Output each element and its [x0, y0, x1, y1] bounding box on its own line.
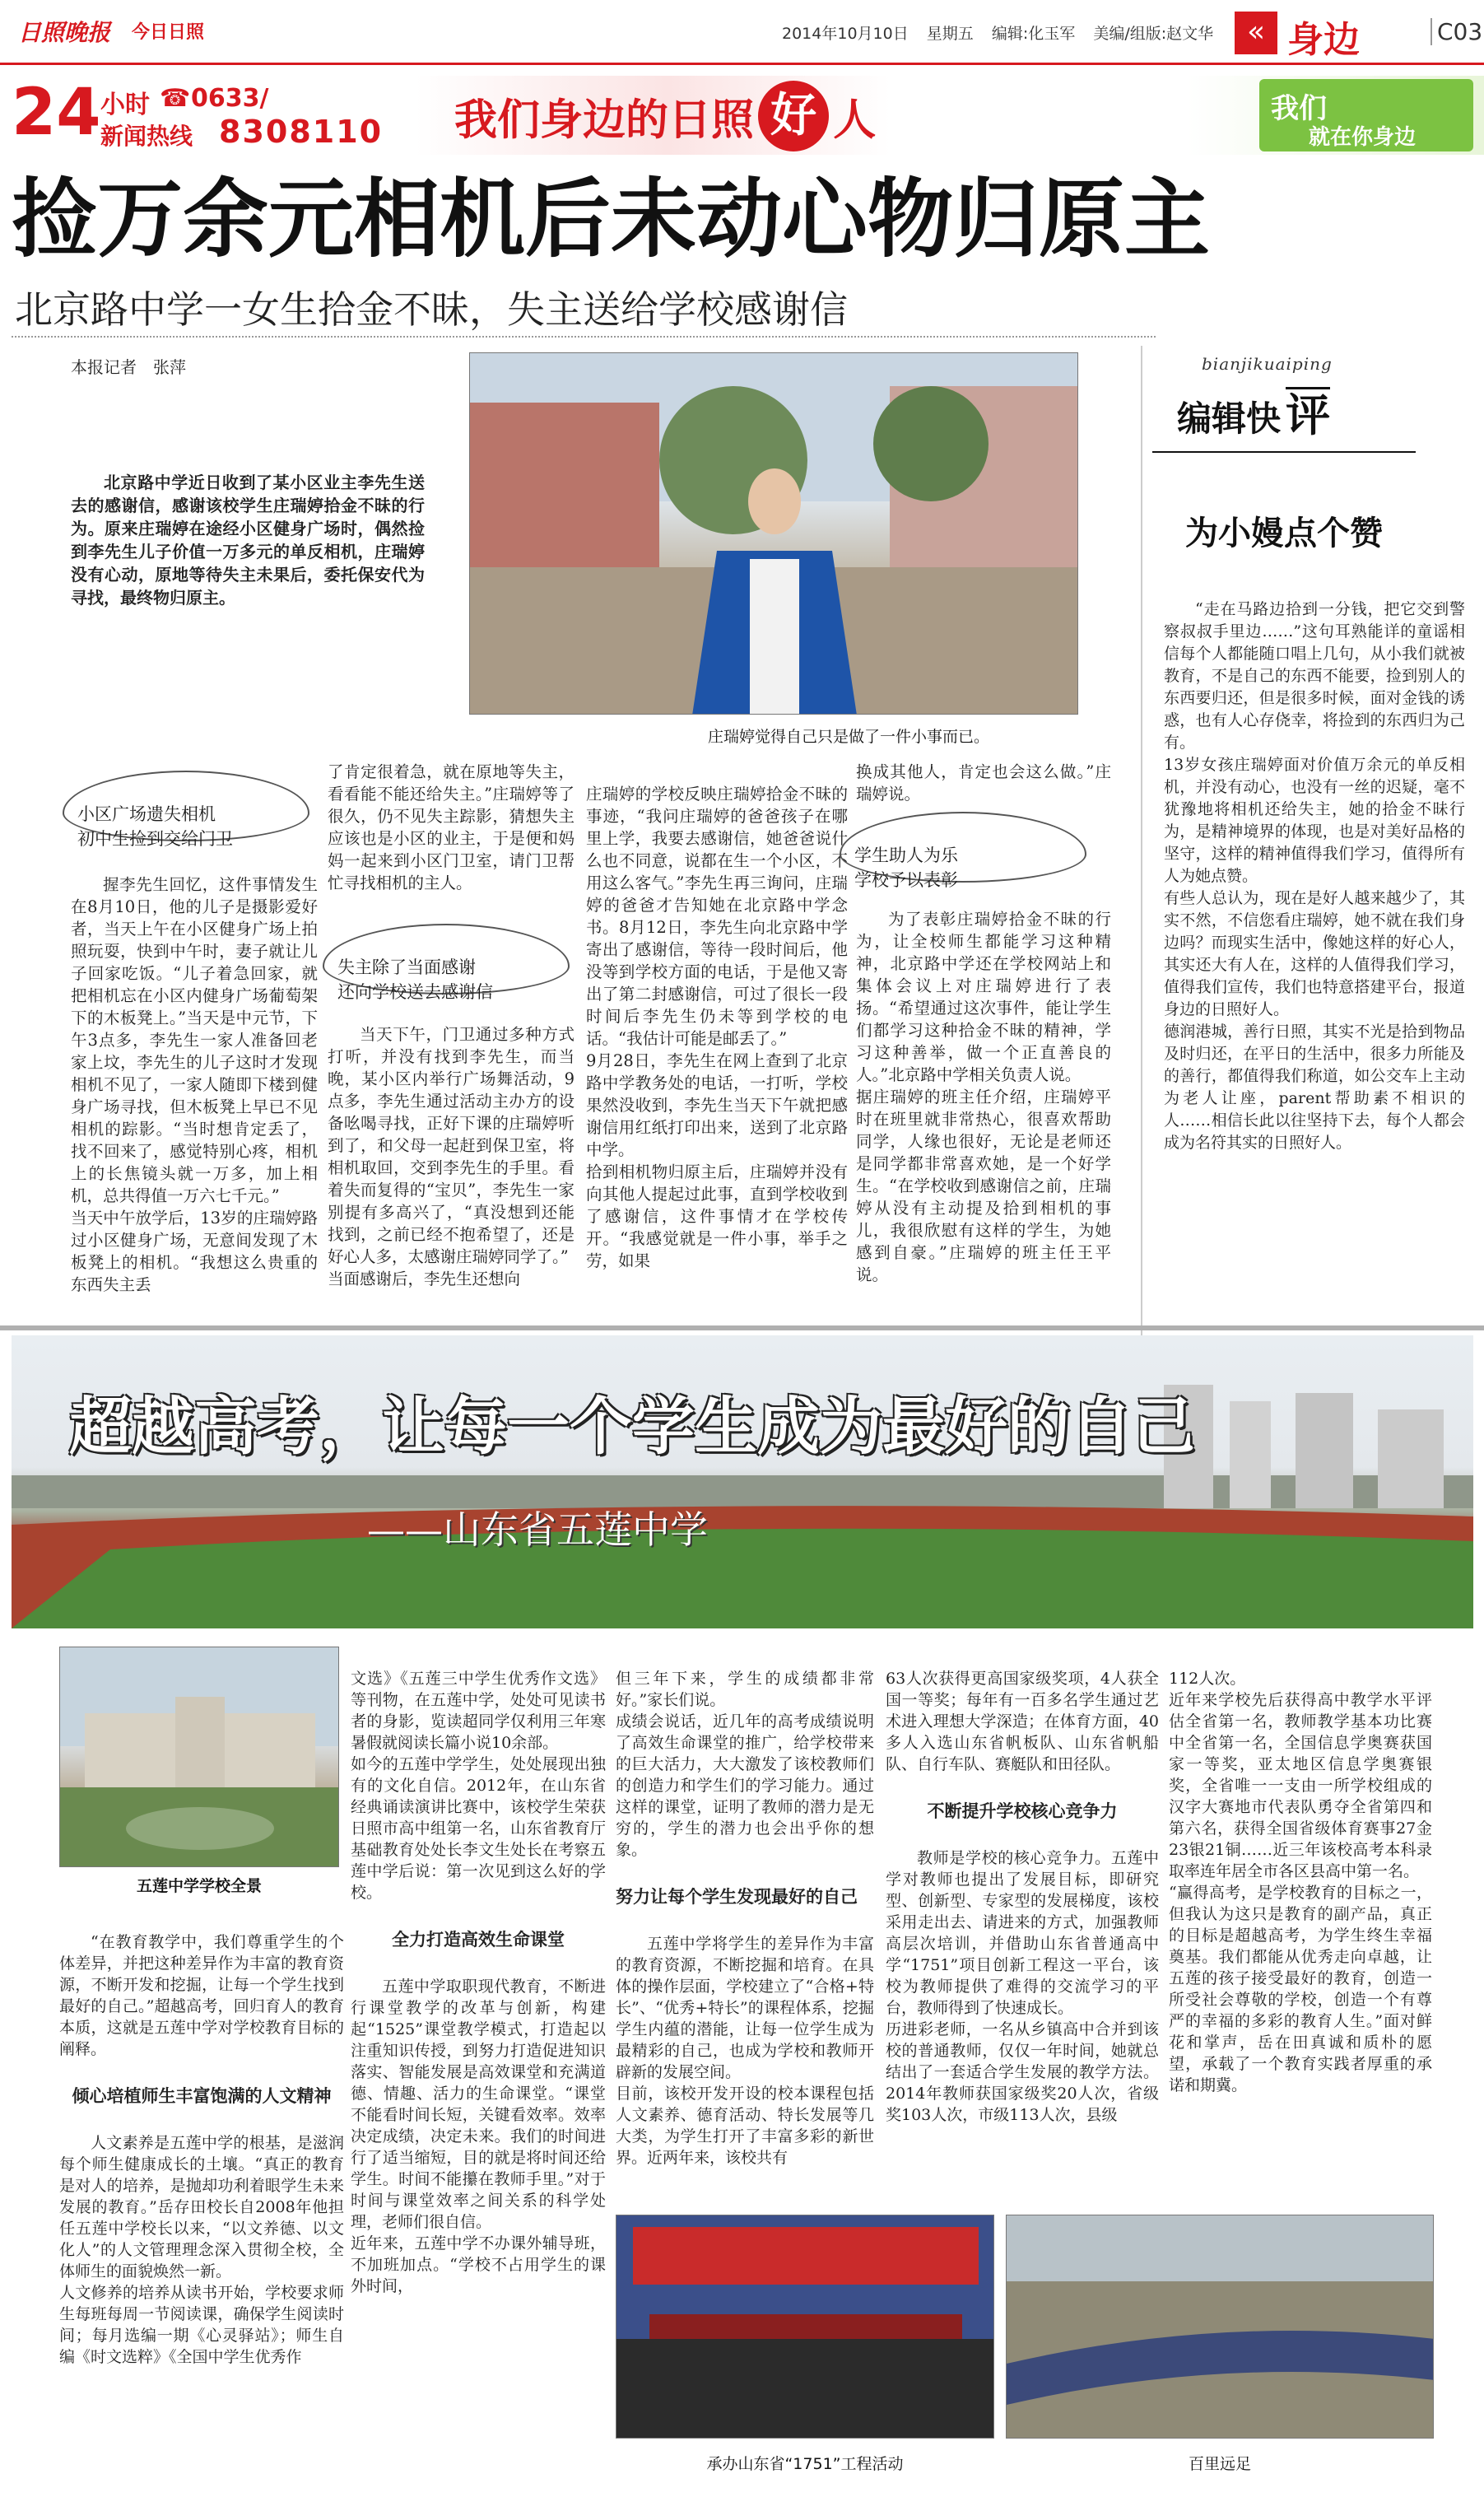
- masthead-logo: 日照晚报: [18, 19, 111, 46]
- article2-c4-heading: 不断提升学校核心竞争力: [927, 1801, 1118, 1821]
- article1-col2-top: [328, 761, 575, 917]
- col2-top-text: 了肯定很着急，就在原地等失主，看看能不能还给失主。”庄瑞婷等了很久，仍不见失主踪影，猜想失主应该也是小区的业主，于是便和妈妈一起来到小区门卫室，请门卫帮忙寻找相机的主人。: [328, 762, 575, 892]
- hike-photo: [1006, 2215, 1434, 2439]
- section-name: 身边: [1287, 19, 1360, 61]
- school-panorama-illustration: [60, 1647, 339, 1867]
- commentary-title: 为小嫚点个赞: [1185, 515, 1383, 552]
- article2-c2-heading: 全力打造高效生命课堂: [392, 1930, 565, 1950]
- article2-subhead: ——山东省五莲中学: [367, 1507, 708, 1552]
- commentary-text: [1164, 576, 1465, 1383]
- article2-c1b-text: 人文素养是五莲中学的根基，是滋润每个师生健康成长的土壤。“真正的教育是对人的培养，是抛却功利着眼学生未来发展的教育。”岳存田校长自2008年他担任五莲中学校长以来，“以文养德、以文化人”的人文管理理念深入贯彻全校，全体师生的面貌焕然一新。 人文修养的培养从读书开始，学校要求师生每班每周一节阅读课，确保学生阅读时间；每月选编一期《心灵驿站》；师生自编《时文选粹》《全国中学生优秀作: [59, 2134, 344, 2366]
- header-rule: [0, 63, 1484, 65]
- col3-text: 庄瑞婷的学校反映庄瑞婷拾金不昧的事迹，“我问庄瑞婷的爸爸孩子在哪里上学，我要去感谢信，她爸爸说什么也不同意，说都在生一个小区，不用这么客气。”李先生再三询问，庄瑞婷的爸爸才告知她在北京路中学念书。8月12日，李先生向北京路中学寄出了感谢信，等待一段时间后，他没等到学校方面的电话，于是他又寄出了第二封感谢信，可过了很长一段时间后李先生仍未等到学校的电话。“我估计可能是邮丢了。” 9月28日，李先生在网上查到了北京路中学教务处的电话，一打听，学校果然没收到，李先生当天下午就把感谢信用红纸打印出来，送到了北京路中学。 拾到相机物归原主后，庄瑞婷并没有向其他人提起过此事，直到学校收到了感谢信，这件事情才在学校传开。“我感觉就是一件小事，举手之劳，如果: [586, 785, 848, 1270]
- student-photo: [469, 352, 1078, 715]
- commentary-label: [1177, 380, 1330, 444]
- article2-c2-text: 文选》《五莲三中学生优秀作文选》等刊物，在五莲中学，处处可见读书者的身影，览读超同学仅利用三年寒暑假就阅读长篇小说10余部。 如今的五莲中学学生，处处展现出独有的文化自信。2012年，在山东省经典诵读演讲比赛中，该校学生荣获日照市高中组第一名，山东省教育厅基础教育处处长李文生处长在考察五莲中学后说：第一次见到这么好的学校。: [351, 1670, 606, 1902]
- commentary-box: [1152, 346, 1477, 1391]
- subhead-bubble-3: [840, 812, 1086, 890]
- student-photo-caption: 庄瑞婷觉得自己只是做了一件小事而已。: [708, 728, 990, 746]
- designer-name: 赵文华: [1166, 25, 1214, 43]
- article1-col4-bottom: [856, 886, 1111, 1381]
- article2-c2b-text: 五莲中学取职现代教育，不断进行课堂教学的改革与创新，构建起“1525”课堂教学模式，打造起以注重知识传授，到努力打造促进知识落实、智能发展是高效课堂和充满道德、情趣、活力的生命课堂。“课堂不能看时间长短，关键看效率。效率决定成绩，决定未来。我们的时间进行了适当缩短，目的就是将时间还给学生。时间不能攥在教师手里。”对于时间与课堂效率之间关系的科学处理，老师们很自信。 近年来，五莲中学不办课外辅导班，不加班加点。“学校不占用学生的课外时间，: [351, 1978, 606, 2295]
- phone-number: 8308110: [219, 114, 384, 150]
- hotline-label: 新闻热线: [100, 123, 193, 150]
- school-panorama-photo: [59, 1647, 339, 1867]
- subhead-bubble-2: [323, 924, 570, 1002]
- article2-c1-text: “在教育教学中，我们尊重学生的个体差异，并把这种差异作为丰富的教育资源，不断开发和挖掘，让每一个学生找到最好的自己。”超越高考，回归育人的教育本质，这就是五莲中学对学校教育目标的阐释。: [59, 1933, 344, 2058]
- article2-c5-text: 112人次。 近年来学校先后获得高中教学水平评估全省第一名，教师教学基本功比赛中全省第一名，全国信息学奥赛获国家一等奖，亚太地区信息学奥赛银奖，全省唯一一支由一所学校组成的汉字大赛地市代表队勇夺全省第四和第六名，获得全国省级体育赛事27金23银21铜……近三年该校高考本科录取率连年居全市各区县高中第一名。 “赢得高考，是学校教育的目标之一，但我认为这只是教育的副产品，真正的目标是超越高考，为学生终生幸福奠基。我们都能从优秀走向卓越，让五莲的孩子接受最好的教育，创造一所受社会尊敬的学校，创造一个有尊严的幸福的多彩的教育人生。”面对鲜花和掌声，岳在田真诚和质朴的愿望，承载了一个教育实践者厚重的承诺和期冀。: [1169, 1670, 1432, 2094]
- area-code: 0633/: [191, 84, 269, 113]
- event-photo: [616, 2215, 994, 2439]
- subhead-1-text: 小区广场遗失相机 初中生捡到交给门卫: [77, 804, 233, 849]
- event-photo-illustration: [616, 2215, 994, 2439]
- hotline-number: 24: [12, 76, 101, 150]
- design-label: 美编/组版: [1093, 25, 1161, 43]
- commentary-pinyin: bianjikuaiping: [1202, 354, 1333, 374]
- article2-col5: [1169, 1647, 1432, 2198]
- byline: 本报记者 张萍: [71, 357, 186, 377]
- date-text: 2014年10月10日: [782, 25, 909, 43]
- article2-col2: [351, 1647, 606, 2495]
- hotline-unit: 小时: [100, 91, 150, 119]
- article1-col1: [71, 851, 318, 1378]
- commentary-label-b: 快: [1246, 398, 1282, 439]
- article2-hero: [12, 1335, 1473, 1628]
- col1-text: 握李先生回忆，这件事情发生在8月10日，他的儿子是摄影爱好者，当天上午在小区健身广场上拍照玩耍，快到中午时，妻子就让儿子回家吃饭。“儿子着急回家，就把相机忘在小区内健身广场葡萄架下的木板凳上。”当天是中元节，下午3点多，李先生一家人准备回老家上坟，李先生的儿子这时才发现相机不见了，一家人随即下楼到健身广场寻找，但木板凳上早已不见相机的踪影。“当时想肯定丢了，找不回来了，感觉特别心疼，相机上的长焦镜头就一万多，加上相机，总共得值一万六七千元。” 当天中午放学后，13岁的庄瑞婷路过小区健身广场，无意间发现了木板凳上的相机。“我想这么贵重的东西失主丢: [71, 875, 318, 1294]
- article1-col3: [586, 761, 848, 1381]
- article2-c4-text: 63人次获得更高国家级奖项，4人获全国一等奖；每年有一百多名学生通过艺术进入理想大学深造；在体育方面，40多人入选山东省帆板队、山东省帆船队、自行车队、赛艇队和田径队。: [886, 1670, 1159, 1773]
- hike-photo-caption: 百里远足: [1188, 2455, 1251, 2473]
- article2-col3: [616, 1647, 874, 2198]
- phone-icon: ☎: [160, 84, 191, 113]
- col4-bottom-text: 为了表彰庄瑞婷拾金不昧的行为，让全校师生都能学习这种精神，北京路中学还在学校网站上和集体会议上对庄瑞婷进行了表扬。“希望通过这次事件，能让学生们都学习这种拾金不昧的精神，学习这种善举，做一个正直善良的人。”北京路中学相关负责人说。 据庄瑞婷的班主任介绍，庄瑞婷平时在班里就非常热心，很喜欢帮助同学，人缘也很好，无论是老师还是同学都非常喜欢她，是一个好学生。“在学校收到感谢信之前，庄瑞婷从没有主动提及拾到相机的事儿，我很欣慰有这样的学生，为她感到自豪。”庄瑞婷的班主任王平说。: [856, 910, 1111, 1284]
- student-photo-illustration: [470, 353, 1078, 715]
- section-flag: 今日日照: [132, 22, 205, 43]
- hotline-block: [12, 76, 407, 150]
- event-photo-caption: 承办山东省“1751”工程活动: [706, 2455, 904, 2473]
- article2-c1-heading: 倾心培植师生丰富饱满的人文精神: [72, 2086, 332, 2106]
- article1-lead: [71, 471, 425, 609]
- article2-c4b-text: 教师是学校的核心竞争力。五莲中学对教师也提出了发展目标，即研究型、创新型、专家型的发展梯度，该校采用走出去、请进来的方式，加强教师高层次培训，并借助山东省普通高中学“1751”项目创新工程这一平台，该校为教师提供了难得的交流学习的平台，教师得到了快速成长。 历进彩老师，一名从乡镇高中合并到该校的普通教师，仅仅一年时间，她就总结出了一套适合学生发展的教学方法。2014年教师获国家级奖20人次，省级奖103人次，市级113人次，县级: [886, 1849, 1159, 2124]
- article2-headline: 超越高考，让每一个学生成为最好的自己: [69, 1390, 1195, 1463]
- commentary-label-c: 评: [1286, 387, 1330, 441]
- weekday-text: 星期五: [926, 25, 974, 43]
- article2-col1: [59, 1910, 344, 2495]
- article2-c3-heading: 努力让每个学生发现最好的自己: [616, 1887, 858, 1907]
- subhead-bubble-1: [63, 771, 309, 849]
- commentary-separator: [1141, 346, 1142, 1391]
- article2-col4: [886, 1647, 1159, 2198]
- editor-name: 化玉军: [1028, 25, 1076, 43]
- commentary-label-a: 编辑: [1177, 398, 1247, 439]
- article1-col4-top: [856, 761, 1111, 810]
- article1-col2-bottom: [328, 1001, 575, 1381]
- slogan-line2: 就在你身边: [1309, 125, 1417, 150]
- page-code: C03: [1431, 18, 1482, 45]
- section-chevron-icon: «: [1235, 12, 1277, 54]
- editor-label: 编辑: [991, 25, 1023, 43]
- school-panorama-caption: 五莲中学学校全景: [136, 1877, 262, 1895]
- banner-title: [454, 81, 876, 150]
- article2-c3-text: 但三年下来，学生的成绩都非常好。”家长们说。 成绩会说话，近几年的高考成绩说明了高效生命课堂的推广，给学校带来的巨大活力，大大激发了该校教师们的创造力和学生们的学习能力。通过这样的课堂，证明了教师的潜力是无穷的，学生的潜力也会出乎你的想象。: [616, 1670, 874, 1859]
- article2-c3b-text: 五莲中学将学生的差异作为丰富的教育资源，不断挖掘和培育。在具体的操作层面，学校建立了“合格+特长”、“优秀+特长”的课程体系，挖掘学生内蕴的潜能，让每一位学生成为最精彩的自己，也成为学校和教师开辟新的发展空间。 目前，该校开发开设的校本课程包括人文素养、德育活动、特长发展等几大类，为学生打开了丰富多彩的新世界。近两年来，该校共有: [616, 1935, 874, 2167]
- commentary-body: “走在马路边拾到一分钱，把它交到警察叔叔手里边……”这句耳熟能详的童谣相信每个人都能随口唱上几句，从小我们就被教育，不是自己的东西不能要，捡到别人的东西要归还，但是很多时候，面对金钱的诱惑，也有人心存侥幸，将捡到的东西归为己有。 13岁女孩庄瑞婷面对价值万余元的单反相机，并没有动心，也没有一丝的迟疑，毫不犹豫地将相机还给失主，她的拾金不昧行为，是精神境界的体现，也是对美好品格的坚守，这样的精神值得我们学习，值得所有人为她点赞。 有些人总认为，现在是好人越来越少了，其实不然，不信您看庄瑞婷，她不就在我们身边吗？而现实生活中，像她这样的好心人，其实还大有人在，这样的人值得我们学习，值得我们宣传，我们也特意搭建平台，报道身边的日照好人。 德润港城，善行日照，其实不光是拾到物品及时归还，在平日的生活中，很多力所能及的善行，都值得我们称道，如公交车上主动为老人让座，parent帮助素不相识的人……相信长此以往坚持下去，每个人都会成为名符其实的日照好人。: [1164, 600, 1465, 1152]
- subhead-3-text: 学生助人为乐 学校予以表彰: [854, 846, 958, 890]
- slogan-line1: 我们: [1271, 92, 1327, 125]
- article1-headline: 捡万余元相机后未动心物归原主: [12, 169, 1211, 269]
- article2-top-rule: [0, 1325, 1484, 1330]
- article1-subhead: 北京路中学一女生拾金不昧，失主送给学校感谢信: [15, 287, 848, 332]
- lead-text: 北京路中学近日收到了某小区业主李先生送去的感谢信，感谢该校学生庄瑞婷拾金不昧的行为。原来庄瑞婷在途经小区健身广场时，偶然捡到李先生儿子价值一万多元的单反相机，庄瑞婷没有心动，原地等待失主未果后，委托保安代为寻找，最终物归原主。: [71, 473, 425, 608]
- banner-title-highlight: 好: [758, 81, 829, 151]
- commentary-label-rule: [1152, 451, 1416, 453]
- headline-divider: [12, 336, 1156, 338]
- banner-title-suffix: 人: [833, 96, 877, 146]
- page-header: [0, 0, 1484, 66]
- section-tab: [1235, 5, 1424, 61]
- hike-photo-illustration: [1007, 2215, 1434, 2439]
- col4-top-text: 换成其他人，肯定也会这么做。”庄瑞婷说。: [856, 762, 1111, 804]
- banner-slogan: [1259, 79, 1473, 151]
- banner: [0, 76, 1484, 155]
- col2-bottom-text: 当天下午，门卫通过多种方式打听，并没有找到李先生，而当晚，某小区内举行广场舞活动，9点多，李先生通过活动主办方的设备吆喝寻找，正好下课的庄瑞婷听到了，和父母一起赶到保卫室，将相机取回，交到李先生的手里。看着失而复得的“宝贝”，李先生一家别提有多高兴了，“真没想到还能找到，之前已经不抱希望了，还是好心人多，太感谢庄瑞婷同学了。” 当面感谢后，李先生还想向: [328, 1025, 575, 1288]
- subhead-2-text: 失主除了当面感谢 还向学校送去感谢信: [337, 957, 493, 1002]
- banner-title-prefix: 我们身边的日照: [454, 96, 755, 146]
- dateline: 2014年10月10日 星期五 编辑:化玉军 美编/组版:赵文华: [782, 25, 1214, 43]
